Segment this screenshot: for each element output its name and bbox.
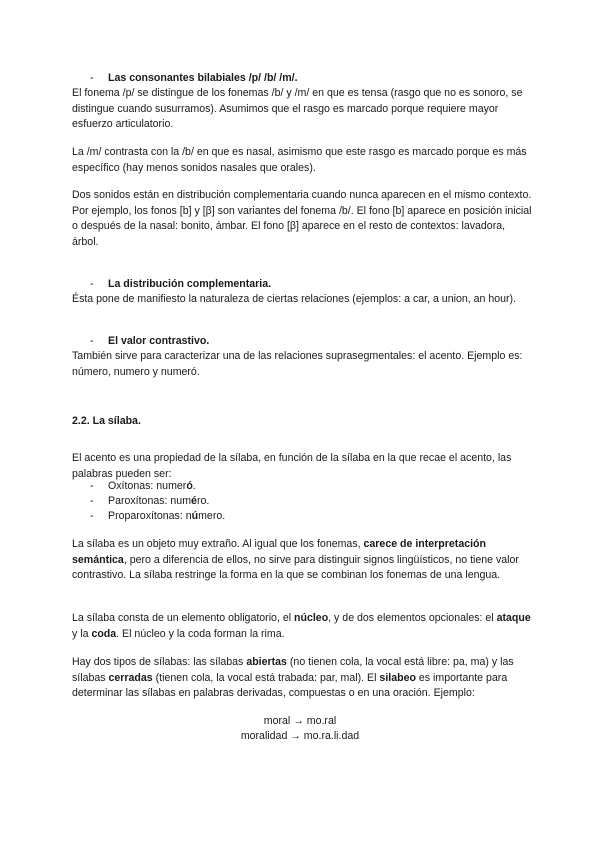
bullet-dash: - [90, 72, 94, 84]
section-heading [72, 414, 532, 430]
heading-la-silaba: 2.2. La sílaba. [72, 415, 141, 427]
paragraph-manifiesto: Ésta pone de manifiesto la naturaleza de ciertas relaciones (ejemplos: a car, a union, an hour). [72, 293, 517, 305]
list-item: - Paroxítonas: numéro. [90, 495, 210, 507]
paragraph-tipos-silabas: Hay dos tipos de sílabas: las sílabas abiertas (no tienen cola, la vocal está libre: pa, ma) y las sílabas cerradas (tienen cola, la vocal está trabada: par, mal). El silabeo es importante para determinar las sílabas en palabras derivadas, compuestas o en una oración. Ejemplo: [72, 656, 514, 699]
paragraph-acento: También sirve para caracterizar una de las relaciones suprasegmentales: el acento. Ejemplo es: número, numero y numeró. [72, 350, 523, 378]
example-moral: moral → mo.ral [263, 715, 337, 727]
bullet-dash: - [90, 335, 94, 347]
paragraph-intro-silaba: El acento es una propiedad de la sílaba, en función de la sílaba en la que recae el acento, las palabras pueden ser: [72, 452, 512, 480]
bullet-valor-contrastivo [90, 334, 209, 350]
example-moralidad: moralidad → mo.ra.li.dad [240, 730, 360, 742]
paragraph-m-nasal: La /m/ contrasta con la /b/ en que es nasal, asimismo que este rasgo es marcado porque es más específico (hay menos sonidos nasales que orales). [72, 146, 527, 174]
bullet-bilabiales [90, 71, 298, 87]
bullet-title-valor: El valor contrastivo. [108, 335, 210, 347]
paragraph-consta: La sílaba consta de un elemento obligatorio, el núcleo, y de dos elementos opcionales: el ataque y la coda. El núcleo y la coda forman la rima. [72, 612, 531, 640]
list-item: - Proparoxítonas: número. [90, 510, 226, 522]
bullet-distribucion [90, 277, 271, 293]
paragraph-objeto-extrano: La sílaba es un objeto muy extraño. Al igual que los fonemas, carece de interpretación semántica, pero a diferencia de ellos, no sirve para distinguir signos lingüísticos, no tiene valor contrastivo. La sílaba restringe la forma en la que se combinan los fonemas de una lengua. [72, 538, 519, 581]
list-item: - Oxítonas: numeró. [90, 480, 196, 492]
bullet-title-bilabiales: Las consonantes bilabiales /p/ /b/ /m/. [108, 72, 298, 84]
bullet-title-distribucion: La distribución complementaria. [108, 278, 272, 290]
paragraph-distribucion: Dos sonidos están en distribución complementaria cuando nunca aparecen en el mismo contexto. Por ejemplo, los fonos [b] y [β] son variantes del fonema /b/. El fono [b] aparece en posición inicial o después de la nasal: bonito, ámbar. El fono [β] aparece en el resto de contextos: lavadora, árbol. [72, 189, 532, 248]
paragraph-fonema-p: El fonema /p/ se distingue de los fonemas /b/ y /m/ en que es tensa (rasgo que no es sonoro, se distingue cuando susurramos). Asumimos que el rasgo es marcado porque requiere mayor esfuerzo articulatorio. [72, 87, 523, 130]
bullet-dash: - [90, 278, 94, 290]
